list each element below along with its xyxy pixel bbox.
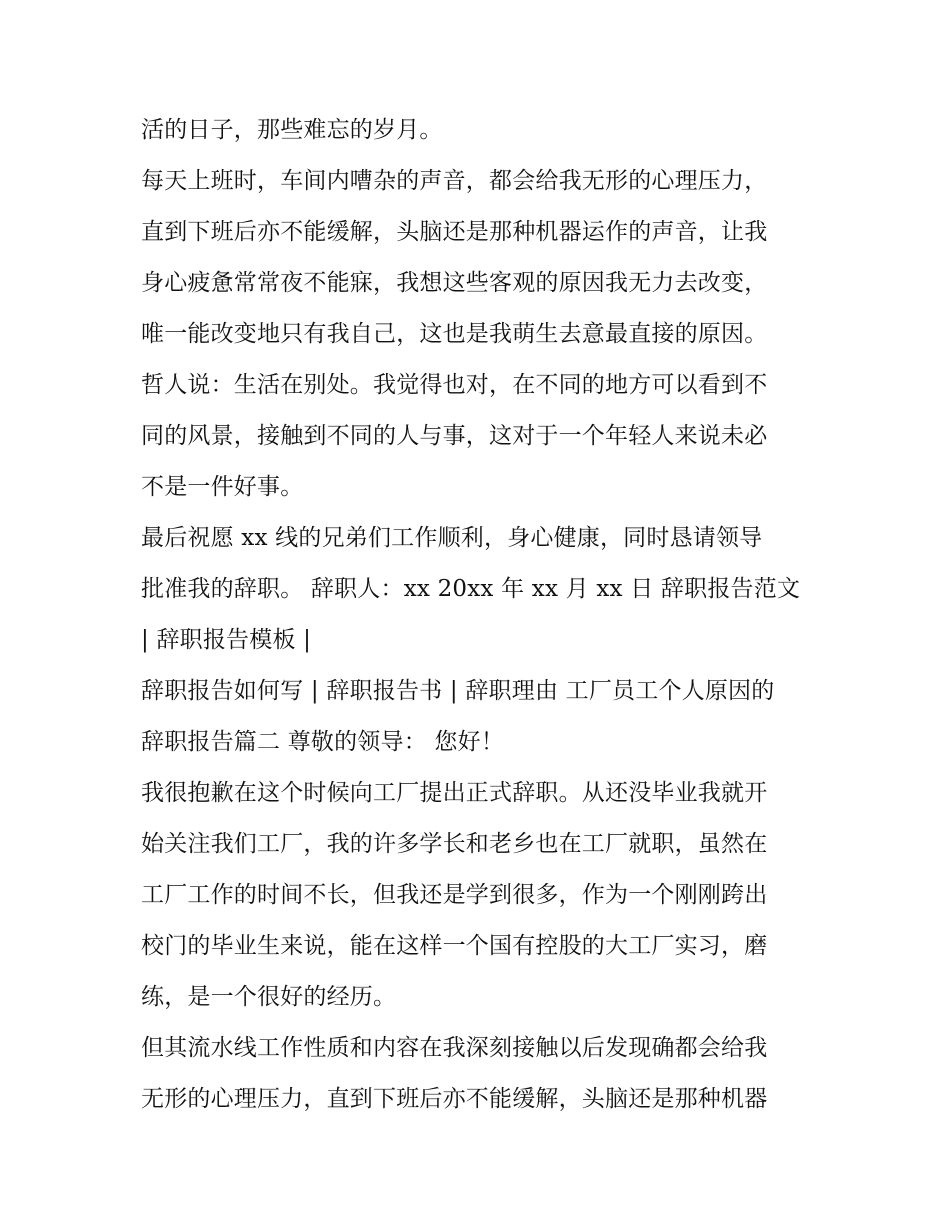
text-line: 最后祝愿 xx 线的兄弟们工作顺利，身心健康，同时恳请领导: [141, 525, 763, 551]
text-line: 但其流水线工作性质和内容在我深刻接触以后发现确都会给我: [141, 1035, 768, 1061]
text-line: 直到下班后亦不能缓解，头脑还是那种机器运作的声音，让我: [141, 219, 768, 245]
text-line: 辞职报告如何写 | 辞职报告书 | 辞职理由 工厂员工个人原因的: [141, 678, 775, 704]
text-line: 练，是一个很好的经历。: [141, 984, 397, 1010]
text-line: 唯一能改变地只有我自己，这也是我萌生去意最直接的原因。: [141, 321, 768, 347]
text-line: 无形的心理压力，直到下班后亦不能缓解，头脑还是那种机器: [141, 1086, 768, 1112]
text-line: 辞职报告篇二 尊敬的领导： 您好！: [141, 729, 505, 755]
text-line: 身心疲惫常常夜不能寐，我想这些客观的原因我无力去改变，: [141, 270, 768, 296]
text-line: 工厂工作的时间不长，但我还是学到很多，作为一个刚刚跨出: [141, 882, 768, 908]
text-line: 同的风景，接触到不同的人与事，这对于一个年轻人来说未必: [141, 423, 768, 449]
text-line: 我很抱歉在这个时候向工厂提出正式辞职。从还没毕业我就开: [141, 780, 768, 806]
text-line: 始关注我们工厂，我的许多学长和老乡也在工厂就职，虽然在: [141, 831, 768, 857]
text-line: 校门的毕业生来说，能在这样一个国有控股的大工厂实习，磨: [141, 933, 768, 959]
text-line: 批准我的辞职。 辞职人：xx 20xx 年 xx 月 xx 日 辞职报告范文: [141, 576, 801, 602]
document-body: [141, 105, 831, 1125]
text-line: 哲人说：生活在别处。我觉得也对，在不同的地方可以看到不: [141, 372, 768, 398]
text-line: 每天上班时，车间内嘈杂的声音，都会给我无形的心理压力，: [141, 168, 768, 194]
text-line: 活的日子，那些难忘的岁月。: [141, 117, 443, 143]
text-line: 不是一件好事。: [141, 474, 304, 500]
text-line: | 辞职报告模板 |: [141, 627, 312, 653]
